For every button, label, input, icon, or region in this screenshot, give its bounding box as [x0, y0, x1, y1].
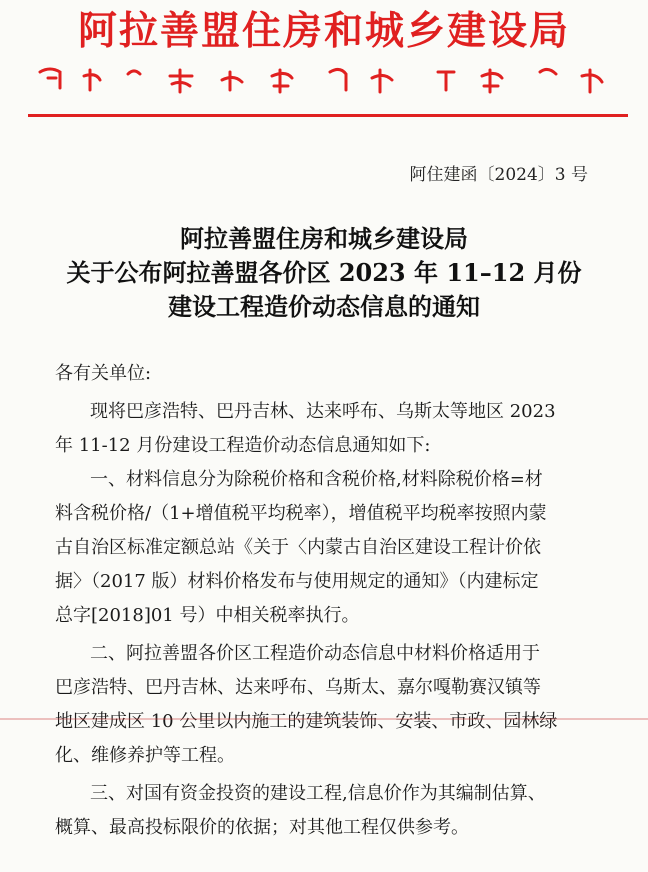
headline-line-1: 阿拉善盟住房和城乡建设局: [180, 224, 468, 253]
body-line: 总字[2018]01 号）中相关税率执行。: [55, 605, 360, 626]
body-line: 地区建成区 10 公里以内施工的建筑装饰、安装、市政、园林绿: [55, 711, 558, 732]
headline-line-3: 建设工程造价动态信息的通知: [168, 292, 480, 321]
document-number: 阿住建函〔2024〕3 号: [409, 165, 588, 185]
body-line: 年 11-12 月份建设工程造价动态信息通知如下:: [55, 435, 431, 456]
body-line: 三、对国有资金投资的建设工程,信息价作为其编制估算、: [90, 783, 546, 804]
body-line: 二、阿拉善盟各价区工程造价动态信息中材料价格适用于: [90, 643, 540, 664]
body-line: 古自治区标准定额总站《关于〈内蒙古自治区建设工程计价依: [55, 537, 541, 558]
letterhead-divider: [28, 114, 628, 117]
scan-artifact-line: [0, 718, 648, 720]
body-line: 一、材料信息分为除税价格和含税价格,材料除税价格=材: [90, 469, 543, 490]
body-line: 据〉（2017 版）材料价格发布与使用规定的通知》（内建标定: [55, 571, 539, 592]
body-line: 化、维修养护等工程。: [55, 745, 235, 766]
body-line: 巴彦浩特、巴丹吉林、达来呼布、乌斯太、嘉尔嘎勒赛汉镇等: [55, 677, 541, 698]
headline-line-2: 关于公布阿拉善盟各价区 2023 年 11–12 月份: [66, 258, 582, 287]
mongolian-script-logo: [30, 62, 620, 96]
body-line: 料含税价格/（1+增值税平均税率），增值税平均税率按照内蒙: [55, 503, 547, 524]
salutation: 各有关单位:: [55, 363, 152, 384]
body-line: 现将巴彦浩特、巴丹吉林、达来呼布、乌斯太等地区 2023: [90, 401, 556, 422]
body-line: 概算、最高投标限价的依据；对其他工程仅供参考。: [55, 817, 469, 838]
letterhead-title: 阿拉善盟住房和城乡建设局: [77, 9, 570, 54]
